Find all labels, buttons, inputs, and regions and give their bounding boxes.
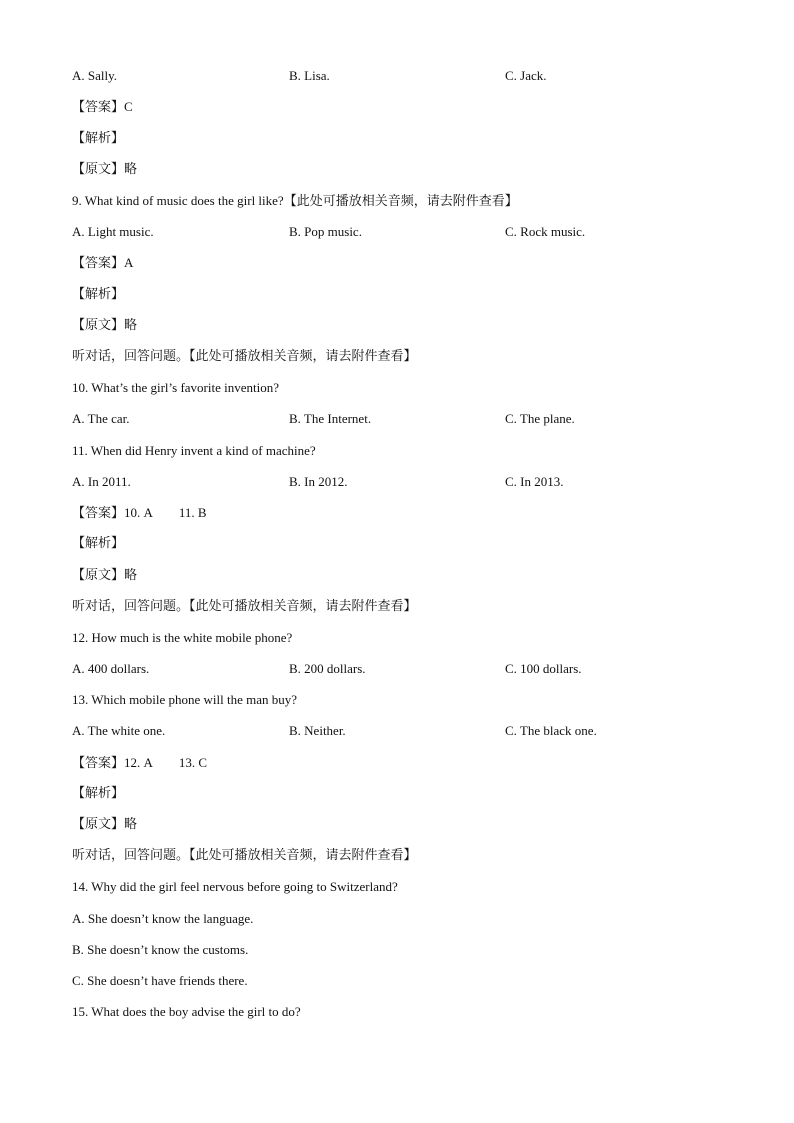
audio-note: 【此处可播放相关音频，请去附件查看】 (283, 194, 518, 209)
original-text-tag: 【原文】略 (72, 568, 138, 583)
option-a: A. She doesn’t know the language. (72, 911, 254, 926)
dialogue-instruction: 听对话，回答问题。【此处可播放相关音频，请去附件查看】 (72, 349, 417, 364)
option-c: C. 100 dollars. (505, 661, 582, 676)
option-b: B. Pop music. (289, 224, 362, 239)
question-10: 10. What’s the girl’s favorite invention? (72, 380, 279, 395)
answer-tag: 【答案】 (72, 756, 125, 771)
option-b: B. She doesn’t know the customs. (72, 942, 249, 957)
answer-line (72, 505, 207, 522)
question-12: 12. How much is the white mobile phone? (72, 630, 293, 645)
question-9 (72, 193, 518, 210)
option-b: B. 200 dollars. (289, 661, 366, 676)
answer-line (72, 255, 133, 272)
question-14: 14. Why did the girl feel nervous before going to Switzerland? (72, 879, 398, 894)
original-text-tag: 【原文】略 (72, 162, 138, 177)
option-c: C. Rock music. (505, 224, 586, 239)
analysis-tag: 【解析】 (72, 786, 125, 801)
option-b: B. Lisa. (289, 68, 330, 83)
answer-value: A (124, 255, 134, 270)
answer-tag: 【答案】 (72, 100, 125, 115)
analysis-tag: 【解析】 (72, 536, 125, 551)
answer-line (72, 755, 207, 772)
option-c: C. In 2013. (505, 474, 564, 489)
answer-value-1: 12. A (124, 755, 153, 770)
option-c: C. The plane. (505, 411, 575, 426)
option-a: A. The car. (72, 411, 130, 426)
answer-value-2: 11. B (178, 505, 207, 520)
option-a: A. Sally. (72, 68, 118, 83)
option-a: A. Light music. (72, 224, 154, 239)
original-text-tag: 【原文】略 (72, 318, 138, 333)
question-11: 11. When did Henry invent a kind of machine? (72, 443, 316, 458)
option-c: C. Jack. (505, 68, 547, 83)
option-c: C. She doesn’t have friends there. (72, 973, 248, 988)
dialogue-instruction: 听对话，回答问题。【此处可播放相关音频，请去附件查看】 (72, 848, 417, 863)
question-13: 13. Which mobile phone will the man buy? (72, 692, 298, 707)
option-a: A. 400 dollars. (72, 661, 150, 676)
option-a: A. The white one. (72, 723, 166, 738)
option-b: B. In 2012. (289, 474, 348, 489)
option-c: C. The black one. (505, 723, 597, 738)
original-text-tag: 【原文】略 (72, 817, 138, 832)
option-b: B. Neither. (289, 723, 346, 738)
dialogue-instruction: 听对话，回答问题。【此处可播放相关音频，请去附件查看】 (72, 599, 417, 614)
answer-value: C (124, 99, 133, 114)
analysis-tag: 【解析】 (72, 287, 125, 302)
question-15: 15. What does the boy advise the girl to do? (72, 1004, 301, 1019)
analysis-tag: 【解析】 (72, 131, 125, 146)
option-a: A. In 2011. (72, 474, 131, 489)
answer-line (72, 99, 133, 116)
answer-tag: 【答案】 (72, 506, 125, 521)
answer-value-1: 10. A (124, 505, 153, 520)
option-b: B. The Internet. (289, 411, 372, 426)
answer-value-2: 13. C (178, 755, 208, 770)
question-9-text: 9. What kind of music does the girl like? (72, 193, 284, 208)
answer-tag: 【答案】 (72, 256, 125, 271)
